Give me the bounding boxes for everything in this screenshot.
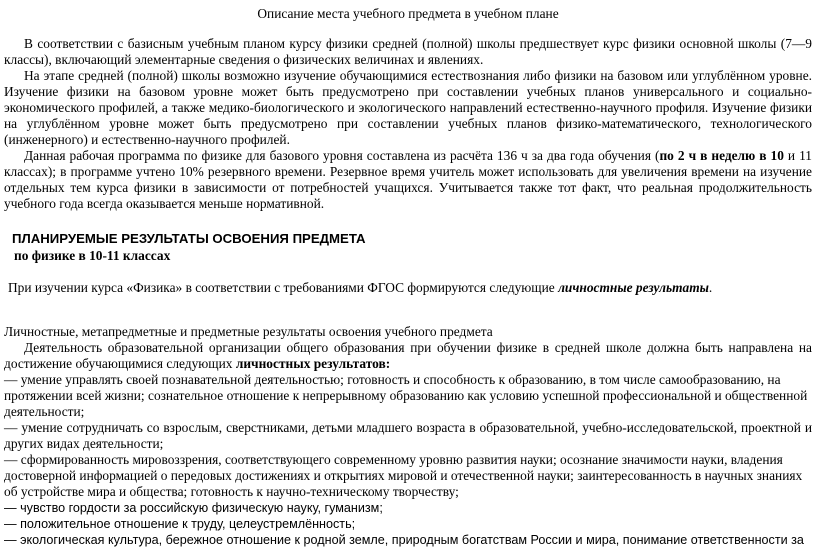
- list-item: — умение управлять своей познавательной деятельностью; готовность и способность к образованию, в том числе самообразованию, на протяжении всей жизни; сознательное отношение к непрерывному образованию как условию успешной профессиональной и общественной деятельности;: [4, 372, 808, 419]
- personal-results-bold: личностных результатов:: [235, 356, 391, 371]
- hours-text-start: Данная рабочая программа по физике для базового уровня составлена из расчёта 136 ч за два года обучения (: [24, 148, 660, 163]
- paragraph-hours: [4, 148, 812, 212]
- document-title: Описание места учебного предмета в учебном плане: [257, 6, 559, 21]
- results-heading-block: [12, 230, 812, 264]
- intro-emphasis: личностные результаты: [558, 280, 709, 295]
- intro-end: .: [708, 280, 713, 295]
- list-item: — экологическая культура, бережное отношение к родной земле, природным богатствам России и мира, понимание ответственности за: [4, 533, 804, 547]
- list-item: — сформированность мировоззрения, соответствующего современному уровню развития науки; осознание значимости науки, владения достоверной информацией о передовых достижениях и открытиях мировой и отечественной науки; заинтересованность в научных знаниях об устройстве мира и общества; готовность к научно-техническому творчеству;: [4, 452, 803, 499]
- intro-text: При изучении курса «Физика» в соответствии с требованиями ФГОС формируются следующие: [8, 280, 559, 295]
- list-item: — положительное отношение к труду, целеустремлённость;: [4, 517, 356, 531]
- paragraph-basic-plan: В соответствии с базисным учебным планом курсу физики средней (полной) школы предшествует курс физики основной школы (7—9 классы), включающий элементарные сведения о физических величинах и явлениях.: [4, 36, 812, 67]
- list-item: — чувство гордости за российскую физическую науку, гуманизм;: [4, 501, 383, 515]
- hours-text-bold: по 2 ч в неделю в 10: [659, 148, 784, 163]
- personal-results-text: Деятельность образовательной организации общего образования при обучении физике в средней школе должна быть направлена на достижение обучающимися следующих: [4, 340, 812, 371]
- results-subheading: по физике в 10-11 классах: [14, 248, 171, 263]
- paragraph-profile-levels: На этапе средней (полной) школы возможно изучение обучающимися естествознания либо физики на базовом или углублённом уровне. Изучение физики на базовом уровне может быть предусмотрено при составлении учебных планов универсального и социально-экономического профилей, а также медико-биологического и экологического направлений естественно-научного профиля. Изучение физики на углублённом уровне может быть предусмотрено при составлении учебных планов физико-математического, технологического (инженерного) и естественно-научного профилей.: [4, 68, 812, 147]
- results-heading: ПЛАНИРУЕМЫЕ РЕЗУЛЬТАТЫ ОСВОЕНИЯ ПРЕДМЕТА: [12, 231, 366, 246]
- section-title: Личностные, метапредметные и предметные результаты освоения учебного предмета: [4, 324, 493, 339]
- paragraph-personal-results: [4, 340, 812, 372]
- list-item: — умение сотрудничать со взрослым, сверстниками, детьми младшего возраста в образовательной, учебно-исследовательской, проектной и других видах деятельности;: [4, 420, 812, 451]
- hours-text-end: и 11 классах); в программе учтено 10% резервного времени. Резервное время учитель может использовать для увеличения времени на изучение отдельных тем курса физики в зависимости от потребностей учащихся. Учитывается также тот факт, что реальная продолжительность учебного года всегда оказывается меньше нормативной.: [4, 148, 812, 211]
- intro-paragraph: [8, 280, 812, 296]
